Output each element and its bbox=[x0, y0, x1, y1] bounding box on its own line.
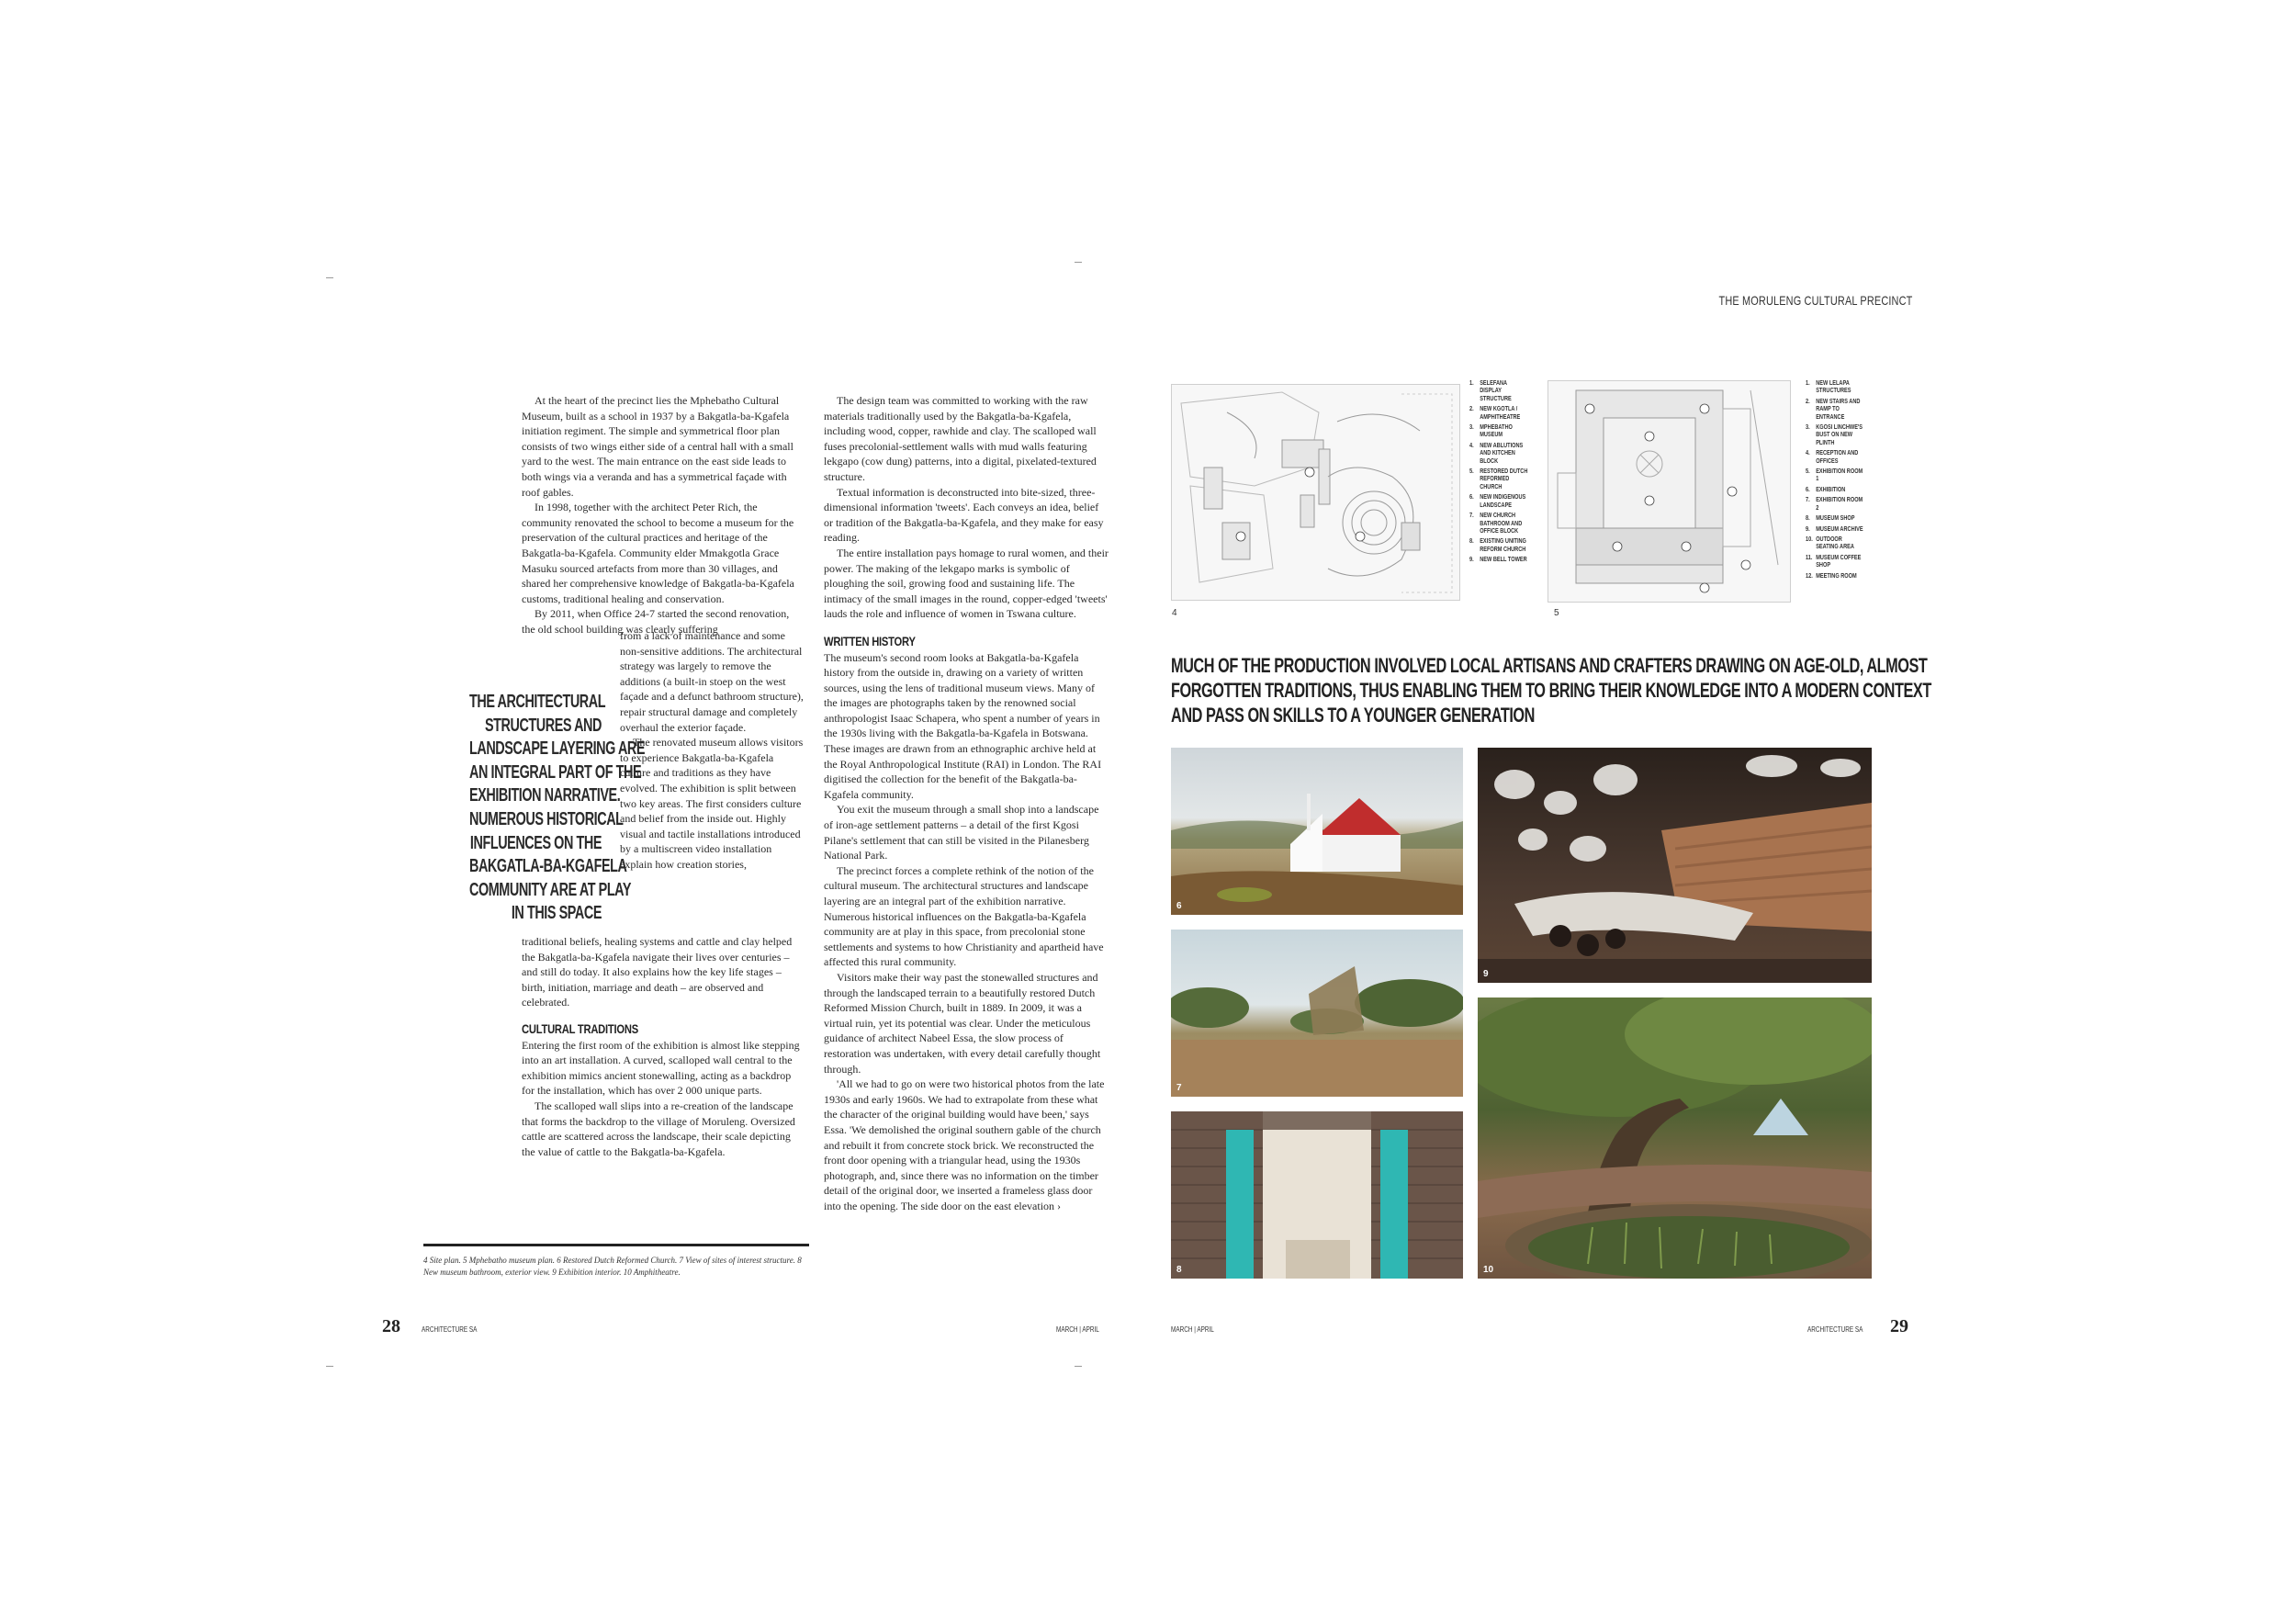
legend-number: 2. bbox=[1469, 406, 1474, 413]
legend-item bbox=[1806, 399, 1864, 422]
legend-number: 4. bbox=[1469, 442, 1474, 449]
paragraph: The renovated museum allows visitors to experience Bakgatla-ba-Kgafela culture and traditions as they have evolved. The exhibition is split between two key areas. The first considers culture and belief from the inside out. Highly visual and tactile installations introduced by a multiscreen video installation explain how creation stories, bbox=[620, 736, 804, 871]
legend-number: 7. bbox=[1469, 513, 1474, 520]
legend-label: NEW INDIGENOUS LANDSCAPE bbox=[1480, 494, 1526, 509]
column-1 bbox=[522, 393, 803, 637]
footer-issue: MARCH | APRIL bbox=[1171, 1325, 1214, 1334]
legend-number: 3. bbox=[1806, 424, 1810, 432]
legend-number: 6. bbox=[1806, 486, 1810, 493]
pull-quote-line: THE ARCHITECTURAL bbox=[469, 692, 606, 712]
legend-number: 1. bbox=[1469, 380, 1474, 387]
column-1-intro bbox=[522, 393, 803, 637]
legend-label: NEW LELAPA STRUCTURES bbox=[1816, 380, 1851, 395]
pull-quote-line: IN THIS SPACE bbox=[511, 903, 602, 924]
legend-label: RESTORED DUTCH REFORMED CHURCH bbox=[1480, 468, 1528, 490]
section-heading: WRITTEN HISTORY bbox=[824, 633, 916, 648]
figure-number: 4 bbox=[1172, 608, 1177, 618]
photo-number: 8 bbox=[1176, 1265, 1182, 1275]
legend-item bbox=[1806, 515, 1864, 523]
legend-number: 6. bbox=[1469, 494, 1474, 502]
legend-label: NEW STAIRS AND RAMP TO ENTRANCE bbox=[1816, 398, 1861, 421]
legend-number: 1. bbox=[1806, 380, 1810, 387]
bathroom-photo bbox=[1171, 1111, 1463, 1279]
legend-number: 11. bbox=[1806, 554, 1813, 561]
pull-quote-line: STRUCTURES AND bbox=[484, 715, 602, 736]
column-2-section-text bbox=[824, 650, 1110, 1214]
legend-number: 8. bbox=[1469, 538, 1474, 546]
legend-label: NEW KGOTLA / AMPHITHEATRE bbox=[1480, 406, 1521, 421]
museum-plan-legend bbox=[1806, 380, 1879, 583]
pull-quote-line: AN INTEGRAL PART OF THE bbox=[469, 761, 642, 783]
headline-line: FORGOTTEN TRADITIONS, THUS ENABLING THEM TO BRING THEIR KNOWLEDGE INTO A MODERN CONTEXT bbox=[1171, 679, 1931, 702]
exhibition-interior-photo bbox=[1478, 748, 1872, 983]
church-photo bbox=[1171, 748, 1463, 915]
paragraph: The museum's second room looks at Bakgatla-ba-Kgafela history from the outside in, drawing on a variety of written sources, using the lens of traditional museum views. Many of the images are photographs taken by the renowned social anthropologist Isaac Schapera, who spent a number of years in the 1930s living with the Bakgatla-ba-Kgafela in Botswana. These images are drawn from an ethnographic archive held at the Royal Anthropological Institute (RAI) in London. The RAI digitised the collection for the benefit of the Bakgatla-ba-Kgafela community. bbox=[824, 650, 1102, 801]
paragraph: The scalloped wall slips into a re-creation of the landscape that forms the backdrop to the village of Moruleng. Oversized cattle are scattered across the landscape, their scale depicting the value of cattle to the Bakgatla-ba-Kgafela. bbox=[522, 1099, 795, 1158]
pull-quote-line: LANDSCAPE LAYERING ARE bbox=[469, 738, 646, 760]
legend-number: 9. bbox=[1806, 525, 1810, 533]
column-2-intro bbox=[824, 393, 1110, 622]
photo-number: 10 bbox=[1483, 1265, 1494, 1275]
legend-item bbox=[1806, 497, 1864, 513]
paragraph: The design team was committed to working with the raw materials traditionally used by the Bakgatla-ba-Kgafela, including wood, copper, rawhide and clay. The scalloped wall fuses precolonial-settlement walls with mud walls featuring lekgapo (cow dung) patterns, into a digital, pixelated-textured structure. bbox=[824, 394, 1097, 483]
paragraph: from a lack of maintenance and some non-sensitive additions. The architectural strategy was largely to remove the additions (a built-in stoep on the west façade and a defunct bathroom structure), repair structural damage and completely overhaul the exterior façade. bbox=[620, 629, 804, 734]
legend-number: 2. bbox=[1806, 398, 1810, 405]
legend-number: 4. bbox=[1806, 450, 1810, 457]
legend-item bbox=[1469, 557, 1528, 564]
museum-plan-image bbox=[1548, 380, 1791, 603]
legend-label: MUSEUM COFFEE SHOP bbox=[1816, 554, 1862, 569]
page-number: 28 bbox=[382, 1316, 400, 1336]
photo-number: 9 bbox=[1483, 969, 1489, 979]
footer-publication: ARCHITECTURE SA bbox=[422, 1325, 478, 1334]
paragraph: You exit the museum through a small shop into a landscape of iron-age settlement patterns – a detail of the first Kgosi Pilane's settlement that can still be visited in the Pilanesberg National Park. bbox=[824, 803, 1099, 862]
legend-item bbox=[1806, 468, 1864, 484]
legend-item bbox=[1469, 468, 1528, 491]
column-1-section-text bbox=[522, 1038, 803, 1160]
legend-item bbox=[1806, 450, 1864, 466]
pull-quote-line: EXHIBITION NARRATIVE. bbox=[469, 785, 621, 806]
legend-label: SELEFANA DISPLAY STRUCTURE bbox=[1480, 380, 1512, 402]
legend-label: EXHIBITION ROOM 1 bbox=[1816, 468, 1863, 483]
crop-mark bbox=[1075, 262, 1082, 263]
running-head: THE MORULENG CULTURAL PRECINCT bbox=[1718, 293, 1912, 308]
figure-number: 5 bbox=[1554, 608, 1559, 618]
display-structure-photo bbox=[1171, 930, 1463, 1097]
legend-label: KGOSI LINCHWE'S BUST ON NEW PLINTH bbox=[1816, 424, 1863, 446]
crop-mark bbox=[326, 1366, 333, 1367]
page-headline bbox=[1171, 653, 1931, 727]
legend-item bbox=[1469, 406, 1528, 422]
pull-quote-line: COMMUNITY ARE AT PLAY bbox=[469, 879, 632, 900]
legend-item bbox=[1806, 555, 1864, 570]
legend-item bbox=[1469, 380, 1528, 403]
legend-label: NEW BELL TOWER bbox=[1480, 557, 1527, 564]
crop-mark bbox=[326, 277, 333, 278]
legend-label: OUTDOOR SEATING AREA bbox=[1816, 535, 1854, 551]
legend-item bbox=[1469, 538, 1528, 554]
legend-item bbox=[1806, 487, 1864, 494]
legend-item bbox=[1469, 443, 1528, 466]
pull-quote-line: BAKGATLA-BA-KGAFELA bbox=[469, 856, 627, 877]
page-number: 29 bbox=[1890, 1316, 1908, 1336]
footer-publication: ARCHITECTURE SA bbox=[1807, 1325, 1863, 1334]
paragraph: By 2011, when Office 24-7 started the second renovation, the old school building was clearly suffering bbox=[522, 607, 790, 636]
pull-quote-line: NUMEROUS HISTORICAL bbox=[469, 808, 624, 829]
legend-item bbox=[1806, 573, 1864, 580]
paragraph: 'All we had to go on were two historical photos from the late 1930s and early 1960s. We had to extrapolate from these what the character of the original building would have been,' says Essa. 'We demolished the original southern gable of the church and rebuilt it from concrete stock brick. We reconstructed the front door opening with a triangular head, using the 1930s photograph, and, since there was no information on the timber detail of the original door, we inserted a frameless glass door into the opening. The side door on the east elevation › bbox=[824, 1077, 1105, 1212]
paragraph: Textual information is deconstructed into bite-sized, three-dimensional information 'tweets'. Each conveys an idea, belief or tradition of the Bakgatla-ba-Kgafela, and they make for easy reading. bbox=[824, 485, 1104, 545]
legend-item bbox=[1806, 424, 1864, 447]
legend-item bbox=[1469, 494, 1528, 510]
legend-label: MUSEUM SHOP bbox=[1816, 515, 1855, 523]
column-1-lower bbox=[522, 934, 803, 1159]
legend-label: MEETING ROOM bbox=[1816, 572, 1857, 580]
legend-item bbox=[1806, 536, 1864, 552]
legend-number: 9. bbox=[1469, 557, 1474, 564]
legend-number: 12. bbox=[1806, 572, 1813, 580]
headline-line: MUCH OF THE PRODUCTION INVOLVED LOCAL ARTISANS AND CRAFTERS DRAWING ON AGE-OLD, ALMOST bbox=[1171, 654, 1928, 677]
legend-number: 10. bbox=[1806, 535, 1813, 543]
legend-number: 8. bbox=[1806, 515, 1810, 523]
legend-label: MPHEBATHO MUSEUM bbox=[1480, 424, 1513, 439]
legend-number: 3. bbox=[1469, 424, 1474, 432]
legend-item bbox=[1469, 513, 1528, 535]
legend-label: NEW ABLUTIONS AND KITCHEN BLOCK bbox=[1480, 442, 1524, 465]
paragraph: Entering the first room of the exhibition is almost like stepping into an art installation. A curved, scalloped wall central to the exhibition mimics ancient stonewalling, acting as a backdrop for the installation, which has over 2 000 unique parts. bbox=[522, 1038, 800, 1098]
site-plan-image bbox=[1171, 384, 1460, 601]
legend-number: 7. bbox=[1806, 497, 1810, 504]
figure-caption: 4 Site plan. 5 Mphebatho museum plan. 6 Restored Dutch Reformed Church. 7 View of sites of interest structure. 8 New museum bathroom, exterior view. 9 Exhibition interior. 10 Amphitheatre. bbox=[423, 1256, 802, 1277]
paragraph: traditional beliefs, healing systems and cattle and clay helped the Bakgatla-ba-Kgafela navigate their lives over centuries – and still do today. It also explains how the key life stages – birth, initiation, marriage and death – are observed and celebrated. bbox=[522, 935, 793, 1009]
legend-label: EXISTING UNITING REFORM CHURCH bbox=[1480, 538, 1526, 553]
pull-quote-line: INFLUENCES ON THE bbox=[469, 832, 602, 853]
site-plan-legend bbox=[1469, 380, 1543, 568]
caption-rule bbox=[423, 1244, 809, 1246]
legend-label: EXHIBITION bbox=[1816, 486, 1846, 493]
legend-label: EXHIBITION ROOM 2 bbox=[1816, 497, 1863, 512]
legend-number: 5. bbox=[1806, 468, 1810, 476]
legend-label: MUSEUM ARCHIVE bbox=[1816, 525, 1863, 533]
amphitheatre-photo bbox=[1478, 997, 1872, 1279]
paragraph: At the heart of the precinct lies the Mphebatho Cultural Museum, built as a school in 1937 by a Bakgatla-ba-Kgafela initiation regiment. The simple and symmetrical floor plan consists of two wings either side of a central hall with a small yard to the west. The main entrance on the east side leads to both wings via a veranda and has a symmetrical façade with roof gables. bbox=[522, 394, 793, 499]
legend-label: RECEPTION AND OFFICES bbox=[1816, 450, 1859, 465]
paragraph: The entire installation pays homage to rural women, and their power. The making of the lekgapo marks is symbolic of ploughing the soil, growing food and sustaining life. The intimacy of the small images in the round, copper-edged 'tweets' lauds the role and influence of women in Tswana culture. bbox=[824, 546, 1109, 621]
pull-quote bbox=[418, 691, 646, 926]
legend-item bbox=[1806, 380, 1864, 396]
column-1-wrap bbox=[620, 628, 804, 873]
footer-issue: MARCH | APRIL bbox=[1056, 1325, 1099, 1334]
column-1-wrap-text bbox=[620, 628, 804, 873]
photo-number: 7 bbox=[1176, 1083, 1182, 1093]
paragraph: The precinct forces a complete rethink of the notion of the cultural museum. The architectural structures and landscape layering are an integral part of the exhibition narrative. Numerous historical influences on the Bakgatla-ba-Kgafela community are at play in this space, from precolonial stone settlements and systems to how Christianity and apartheid have affected this rural community. bbox=[824, 863, 1104, 969]
headline-line: AND PASS ON SKILLS TO A YOUNGER GENERATION bbox=[1171, 704, 1535, 727]
section-heading: CULTURAL TRADITIONS bbox=[522, 1020, 638, 1036]
legend-item bbox=[1806, 526, 1864, 534]
crop-mark bbox=[1075, 1366, 1082, 1367]
legend-label: NEW CHURCH BATHROOM AND OFFICE BLOCK bbox=[1480, 513, 1523, 535]
paragraph: Visitors make their way past the stonewalled structures and through the landscaped terrain to a beautifully restored Dutch Reformed Mission Church, built in 1889. In 2009, it was a virtual ruin, yet its potential was clear. Under the meticulous guidance of architect Nabeel Essa, the slow process of restoration was undertaken, with every detail carefully thought through. bbox=[824, 970, 1101, 1076]
photo-number: 6 bbox=[1176, 901, 1182, 911]
legend-item bbox=[1469, 424, 1528, 440]
legend-number: 5. bbox=[1469, 468, 1474, 476]
column-2 bbox=[824, 393, 1110, 1213]
paragraph: In 1998, together with the architect Peter Rich, the community renovated the school to become a museum for the preservation of the cultural practices and heritage of the Bakgatla-ba-Kgafela. Community elder Mmakgotla Grace Masuku sourced artefacts from more than 30 villages, and shared her comprehensive knowledge of Bakgatla-ba-Kgafela customs, traditional healing and conservation. bbox=[522, 501, 794, 605]
